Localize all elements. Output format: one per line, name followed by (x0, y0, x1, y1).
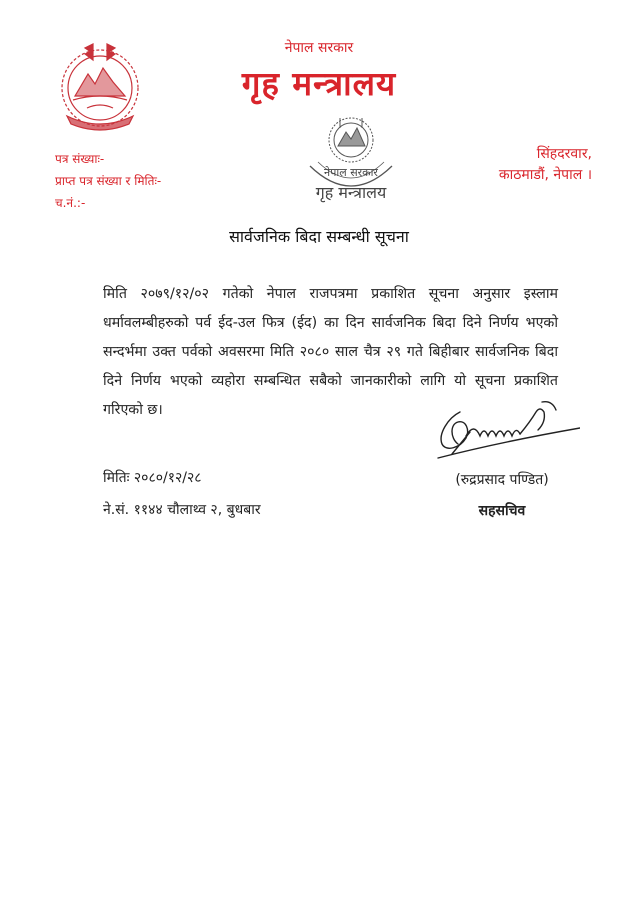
government-name: नेपाल सरकार (284, 40, 354, 56)
seal-bottom-text: गृह मन्त्रालय (315, 183, 387, 202)
dispatch-number-label: च.नं.:- (55, 196, 86, 210)
nepal-sambat-date: ने.सं. ११४४ चौलाथ्व २, बुधबार (103, 502, 261, 518)
address-line-1: सिंहदरवार, (536, 146, 592, 162)
signer-title: सहसचिव (478, 503, 526, 519)
ministry-seal-icon (300, 108, 402, 212)
notice-date: मितिः २०८०/१२/२८ (103, 470, 202, 486)
letter-number-label: पत्र संख्याः- (55, 152, 105, 166)
signer-name: (रुद्रप्रसाद पण्डित) (455, 472, 549, 488)
ministry-name: गृह मन्त्रालय (241, 64, 397, 103)
address-line-2: काठमाडौं, नेपाल । (498, 167, 592, 183)
notice-title: सार्वजनिक बिदा सम्बन्धी सूचना (229, 227, 409, 246)
seal-top-text: नेपाल सरकार (324, 166, 378, 179)
signature-image (430, 392, 580, 472)
notice-body: मिति २०७९/१२/०२ गतेको नेपाल राजपत्रमा प्रकाशित सूचना अनुसार इस्लाम धर्मावलम्बीहरुको पर्व ईद-उल फित्र (ईद) का दिन सार्वजनिक बिदा दिने निर्णय भएको सन्दर्भमा उक्त पर्वको अवसरमा मिति २०८० साल चैत्र २९ गते बिहीबार सार्वजनिक बिदा दिने निर्णय भएको व्यहोरा सम्बन्धित सबैको जानकारीको लागि यो सूचना प्रकाशित गरिएको छ। (103, 286, 558, 418)
received-letter-label: प्राप्त पत्र संख्या र मितिः- (55, 174, 162, 188)
